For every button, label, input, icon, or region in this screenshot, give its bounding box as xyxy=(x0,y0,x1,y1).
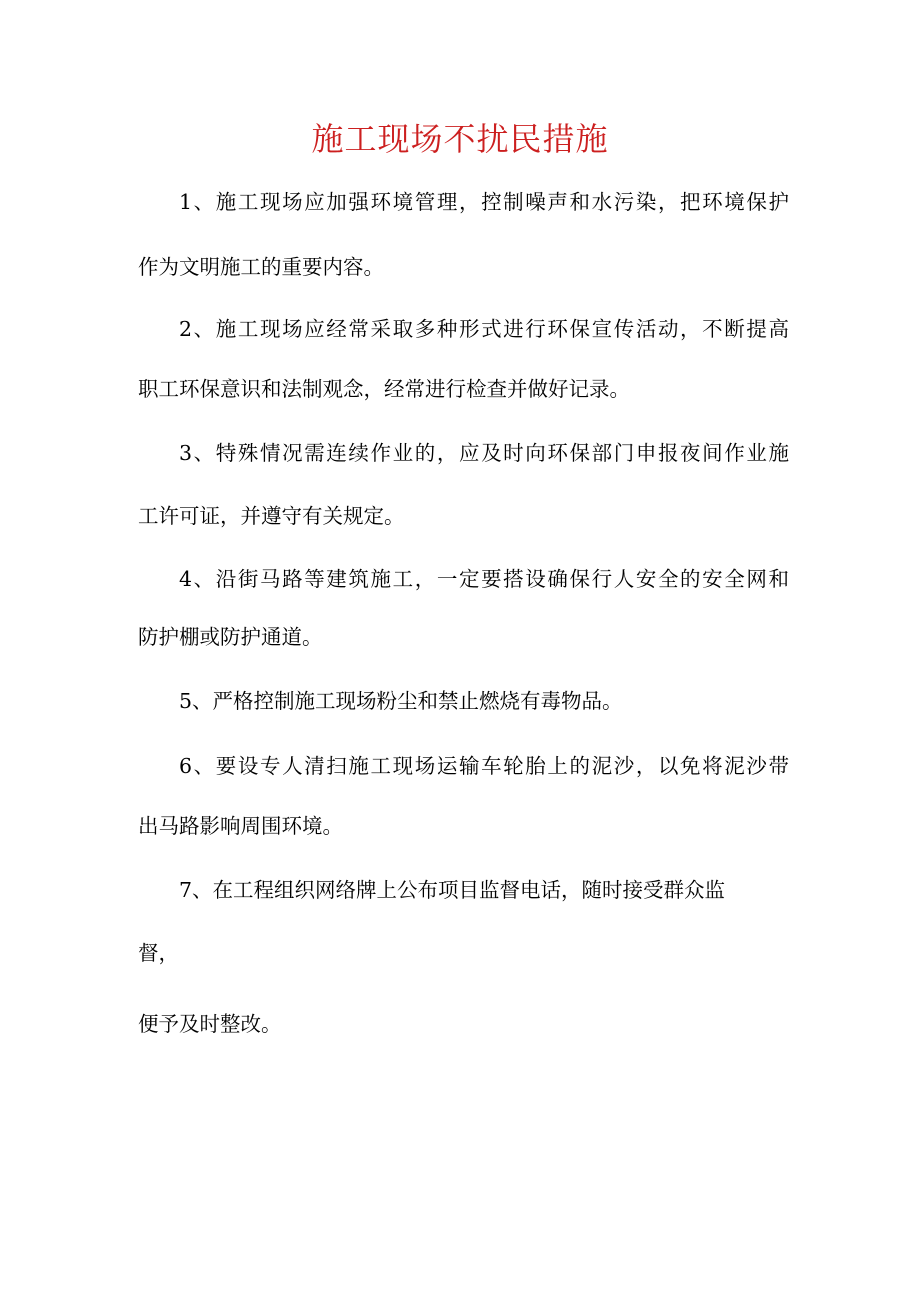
paragraph-3-line-2: 工许可证，并遵守有关规定。 xyxy=(138,504,405,528)
paragraph-4-line-2: 防护棚或防护通道。 xyxy=(138,625,323,649)
paragraph-3-line-1: 3、特殊情况需连续作业的，应及时向环保部门申报夜间作业施 xyxy=(179,441,789,465)
paragraph-6-line-1: 6、要设专人清扫施工现场运输车轮胎上的泥沙，以免将泥沙带 xyxy=(179,754,789,778)
paragraph-5-line-1: 5、严格控制施工现场粉尘和禁止燃烧有毒物品。 xyxy=(179,689,623,713)
paragraph-7-line-2: 督， xyxy=(138,941,179,965)
page-title: 施工现场不扰民措施 xyxy=(311,120,609,158)
paragraph-1-line-1: 1、施工现场应加强环境管理，控制噪声和水污染，把环境保护 xyxy=(179,190,789,214)
paragraph-2-line-2: 职工环保意识和法制观念，经常进行检查并做好记录。 xyxy=(138,377,630,401)
paragraph-2-line-1: 2、施工现场应经常采取多种形式进行环保宣传活动，不断提高 xyxy=(179,317,789,341)
paragraph-6-line-2: 出马路影响周围环境。 xyxy=(138,814,343,838)
paragraph-4-line-1: 4、沿街马路等建筑施工，一定要搭设确保行人安全的安全网和 xyxy=(179,567,789,591)
paragraph-7-line-3: 便予及时整改。 xyxy=(138,1012,282,1036)
paragraph-1-line-2: 作为文明施工的重要内容。 xyxy=(138,255,384,279)
paragraph-7-line-1: 7、在工程组织网络牌上公布项目监督电话，随时接受群众监 xyxy=(179,878,726,902)
